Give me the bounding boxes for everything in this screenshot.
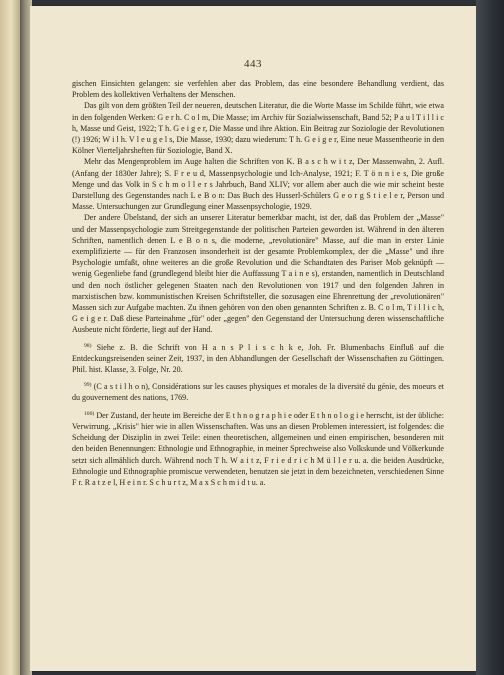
page-body <box>72 78 444 488</box>
footnote <box>72 409 444 488</box>
footnote-text: Der Zustand, der heute im Bereiche der E t h n o g r a p h i e oder E t h n o l o g i e herrscht, ist der übliche: Verwirrung. „Krisis" hier wie in allen Wissenschaften. Was uns an diesen Problemen interessiert, ist folgendes: die Scheidung der Disziplin in zwei Teile: einen theoretischen, allgemeinen und einen empirischen, besonderen mit den beiden Benennungen: Ethnologie und Ethnographie, in meiner Sprechweise also Volkskunde und Völkerkunde setzt sich allmählich durch. Während noch T h. W a i t z, F r i e d r i c h M ü l l e r u. a. die beiden Ausdrücke, Ethnologie und Ethnographie promiscue verwendeten, benutzen sie jetzt in dem bezeichneten, verschiedenen Sinne F r. R a t z e l, H e i n r. S c h u r t z, M a x S c h m i d t u. a. <box>72 410 444 487</box>
footnote <box>72 380 444 403</box>
footnote-text: Siehe z. B. die Schrift von H a n s P l i s c h k e, Joh. Fr. Blumenbachs Einfluß auf die Entdeckungsreisenden seiner Zeit, 1937, in den Abhandlungen der Gesellschaft der Wissenschaften zu Göttingen. Phil. hist. Klasse, 3. Folge, Nr. 20. <box>72 342 445 375</box>
footnote <box>72 341 444 376</box>
paragraph-continuation: gischen Einsichten gelangen: sie verfehlen aber das Problem, das eine besondere Behandlung verdient, das Problem des kollektiven Verhaltens der Menschen. <box>72 79 444 100</box>
footnote-mark: 100) <box>84 410 95 417</box>
book-cover-edge <box>476 0 504 675</box>
previous-page-edge <box>0 0 20 675</box>
footnote-mark: 99) <box>84 382 92 389</box>
footnote-mark: 98) <box>84 342 92 349</box>
paragraph: Das gilt von dem größten Teil der neueren, deutschen Literatur, die die Worte Masse im Schilde führt, wie etwa in den folgenden Werken: G e r h. C o l m, Die Masse; im Archiv für Sozialwissenschaft, Band 52; P a u l T i l l i c h, Masse und Geist, 1922; T h. G e i g e r, Die Masse und ihre Aktion. Ein Beitrag zur Soziologie der Revolutionen (!) 1926; W i l h. V l e u g e l s, Die Masse, 1930; dazu wiederum: T h. G e i g e r, Eine neue Massentheorie in den Kölner Vierteljahrsheften für Soziologie, Band X. <box>72 101 444 156</box>
paragraph: Der andere Übelstand, der sich an unserer Literatur bemerkbar macht, ist der, daß das Problem der „Masse" und der Massenpsychologie zum Streitgegenstande der politischen Parteien geworden ist. Während in den älteren Schriften, namentlich denen L e B o n s, die moderne, „revolutionäre" Masse, auf die man in erster Linie exemplifizierte — für den Franzosen insonderheit ist der gesamte Problemkomplex, der die „Masse" und ihre Psychologie umfaßt, ohne weiteres an die große Revolution und die Schandtaten des Pariser Mob geknüpft — wenig Gegenliebe fand (grundlegend bleibt hier die Auffassung T a i n e s), erstanden, namentlich in Deutschland und den noch östlicher gelegenen Staaten nach den Revolutionen von 1917 und den folgenden Jahren in marxistischen bzw. kommunistischen Kreisen Schriftsteller, die sozusagen eine Ehrenrettung der „revolutionären" Massen sich zur Aufgabe machten. Zu ihnen gehören von den oben genannten Schriften z. B. C o l m, T i l l i c h, G e i g e r. Daß diese Parteinahme „für" oder „gegen" den Gegenstand der Untersuchung deren wissenschaftliche Ausbeute nicht förderte, liegt auf der Hand. <box>72 213 444 335</box>
book-page <box>30 6 476 671</box>
page-number: 443 <box>244 58 262 70</box>
footnote-text: (C a s t i l h o n), Considérations sur les causes physiques et morales de la diversité du génie, des moeurs et du gouvernement des nations, 1769. <box>72 382 444 403</box>
paragraph: Mehr das Mengenproblem im Auge halten die Schriften von K. B a s c h w i t z, Der Massenwahn, 2. Aufl. (Anfang der 1830er Jahre); S. F r e u d, Massenpsychologie und Ich-Analyse, 1921; F. T ö n n i e s, Die große Menge und das Volk in S c h m o l l e r s Jahrbuch, Band XLIV; vor allem aber auch die wie mir scheint beste Darstellung des Gegenstandes nach L e B o n: Das Buch des Husserl-Schülers G e o r g S t i e l e r, Person und Masse. Untersuchungen zur Grundlegung einer Massenpsychologie, 1929. <box>72 157 444 212</box>
